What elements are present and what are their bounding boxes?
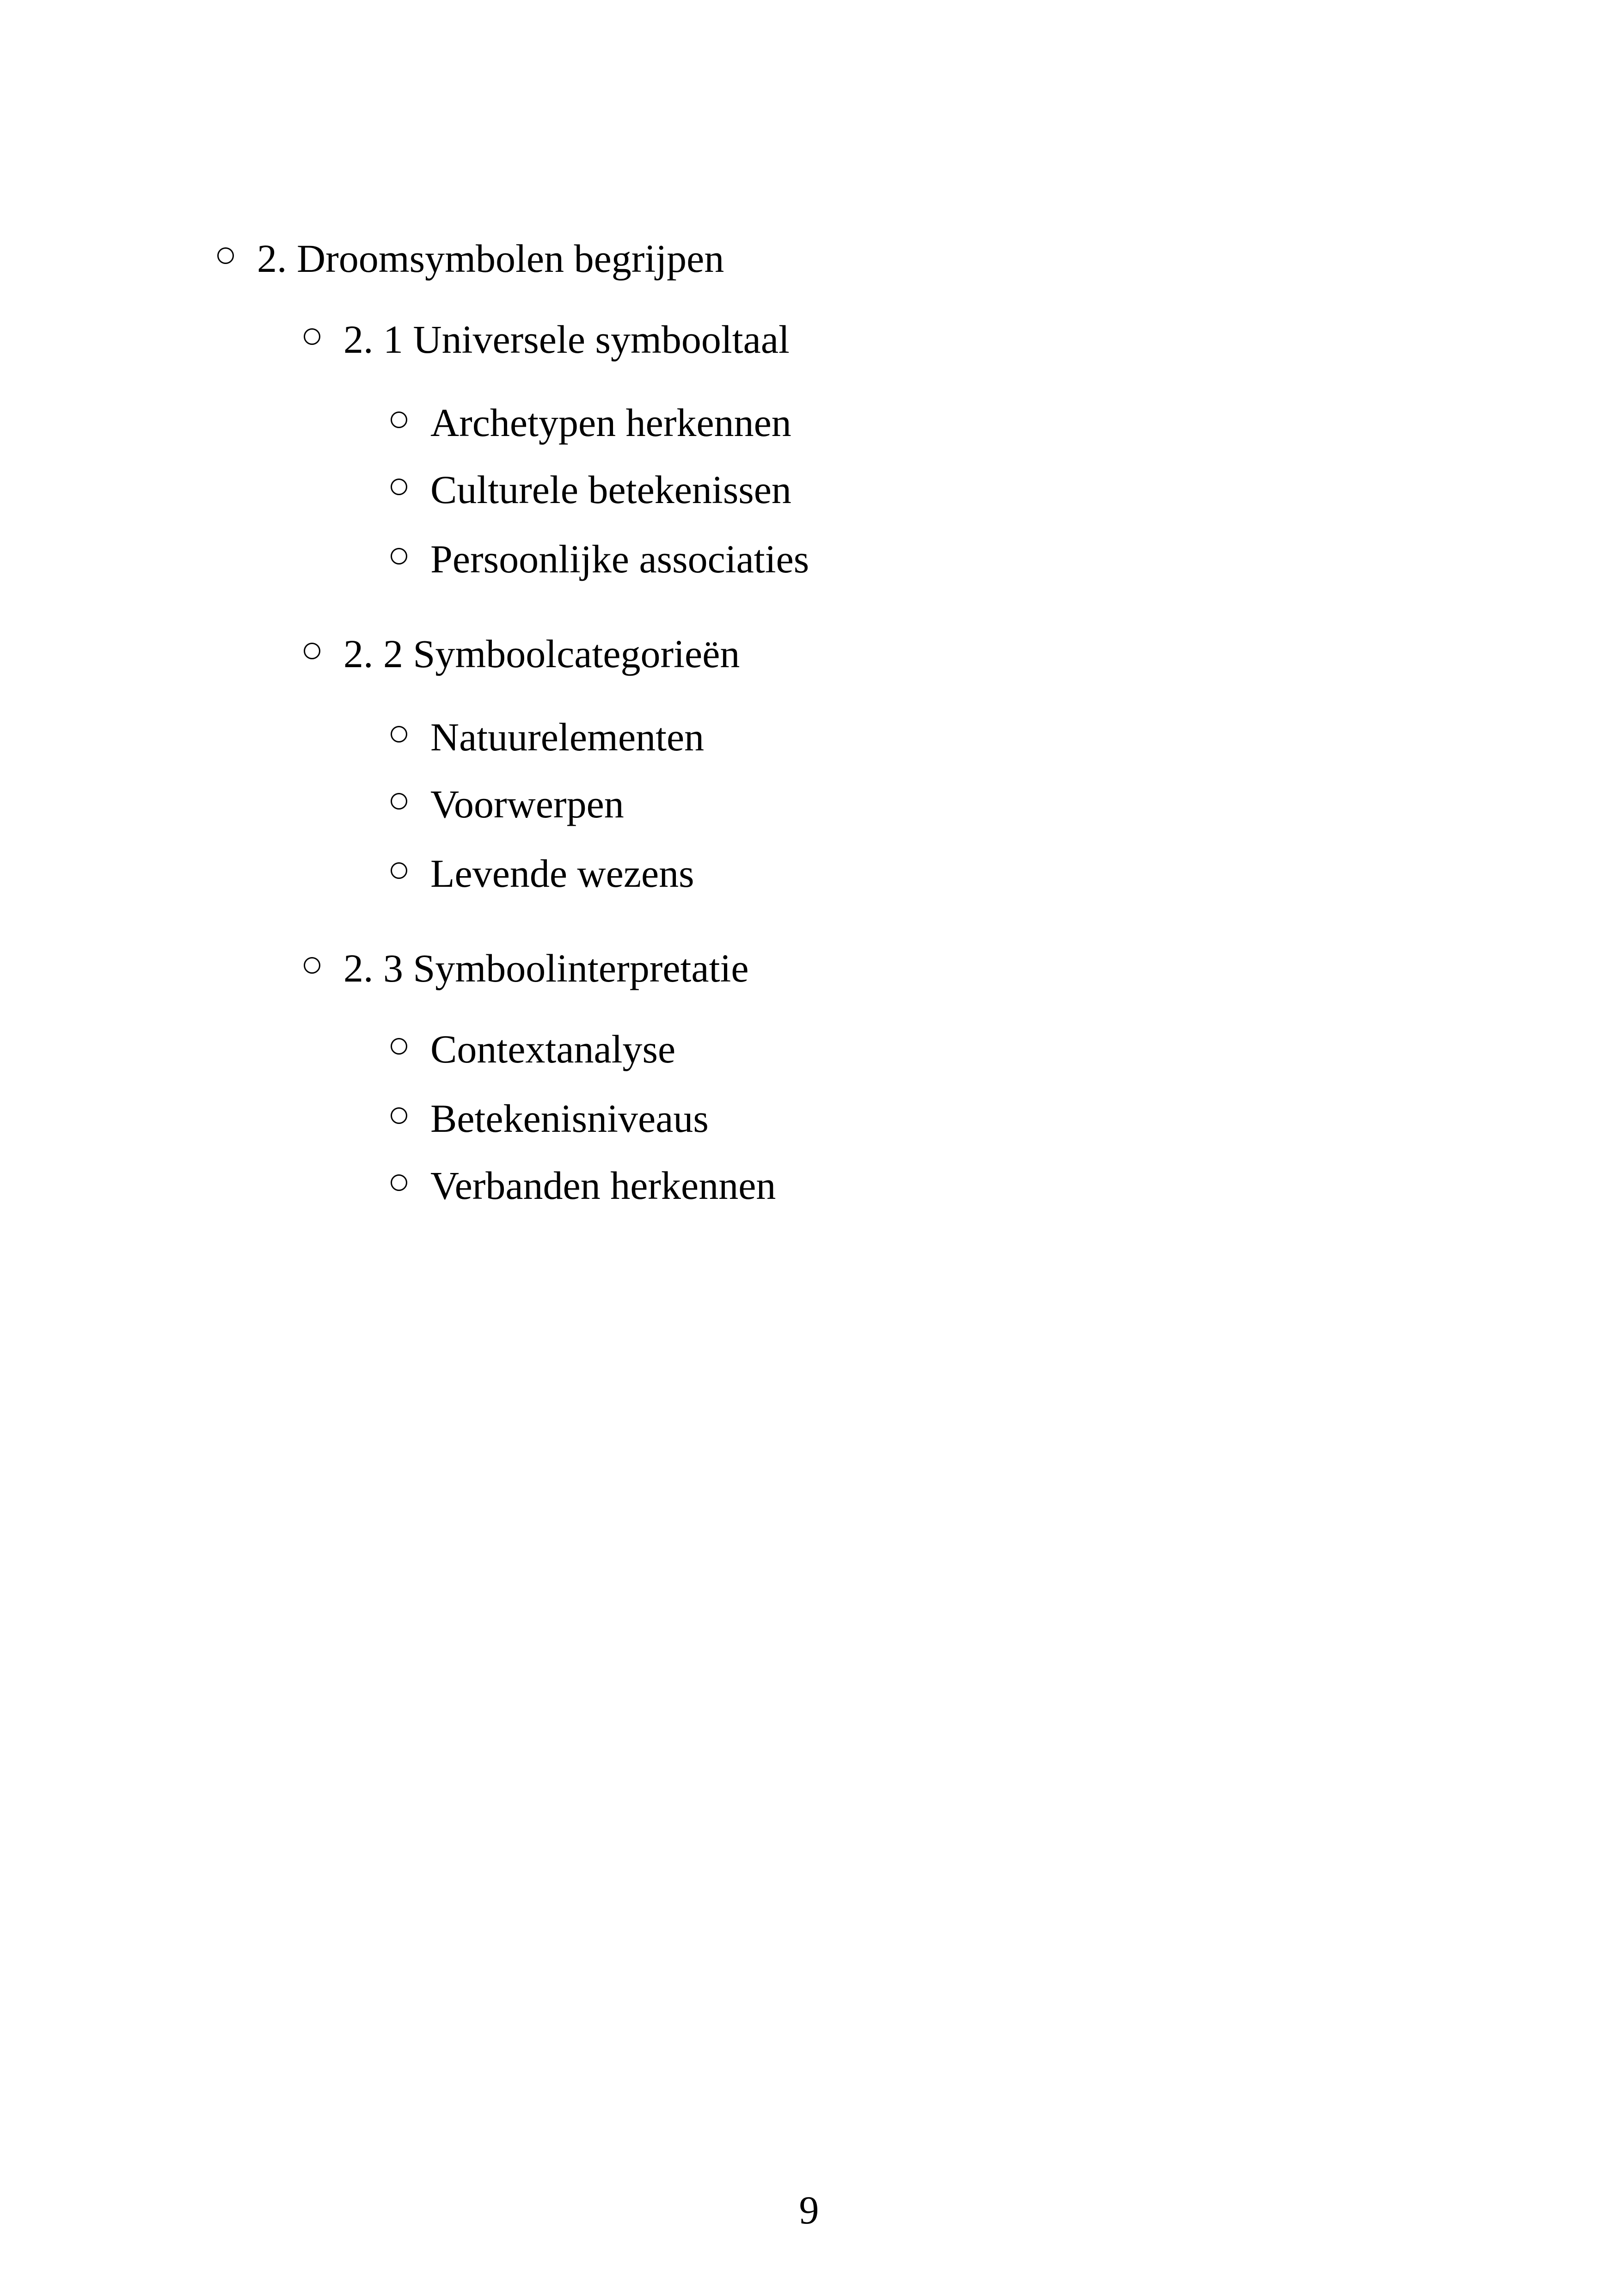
hollow-bullet-icon [391, 411, 407, 428]
list-item-label: Verbanden herkennen [430, 1163, 776, 1208]
hollow-bullet-icon [391, 862, 407, 879]
hollow-bullet-icon [391, 479, 407, 495]
hollow-bullet-icon [391, 1038, 407, 1055]
subsection-title: 2. 1 Universele symbooltaal [343, 317, 790, 362]
list-item-label: Contextanalyse [430, 1027, 676, 1072]
hollow-bullet-icon [391, 1174, 407, 1191]
outline-subsection-item [304, 312, 790, 362]
outline-subsection-item [304, 941, 749, 991]
list-item-label: Archetypen herkennen [430, 400, 791, 445]
outline-list-item [391, 395, 791, 446]
outline-section-item [217, 231, 724, 282]
hollow-bullet-icon [391, 548, 407, 565]
outline-list-item [391, 1158, 776, 1209]
subsection-title: 2. 3 Symboolinterpretatie [343, 946, 749, 991]
outline-list-item [391, 1022, 675, 1072]
list-item-label: Persoonlijke associaties [430, 537, 809, 582]
outline-list-item [391, 777, 624, 827]
list-item-label: Betekenisniveaus [430, 1096, 709, 1141]
hollow-bullet-icon [391, 726, 407, 743]
outline-list-item [391, 462, 791, 513]
hollow-bullet-icon [391, 1107, 407, 1124]
subsection-title: 2. 2 Symboolcategorieën [343, 632, 740, 676]
list-item-label: Culturele betekenissen [430, 467, 791, 512]
list-item-label: Levende wezens [430, 851, 694, 896]
outline-list-item [391, 532, 809, 582]
outline-subsection-item [304, 626, 740, 677]
hollow-bullet-icon [304, 957, 320, 974]
outline-list-item [391, 710, 704, 760]
list-item-label: Voorwerpen [430, 782, 624, 827]
outline-list-item [391, 1091, 709, 1142]
section-title: 2. Droomsymbolen begrijpen [257, 236, 724, 281]
list-item-label: Natuurelementen [430, 715, 705, 760]
outline-list-item [391, 846, 694, 896]
hollow-bullet-icon [391, 793, 407, 810]
hollow-bullet-icon [304, 328, 320, 345]
hollow-bullet-icon [217, 247, 234, 264]
hollow-bullet-icon [304, 643, 320, 659]
page-number: 9 [799, 2188, 819, 2232]
